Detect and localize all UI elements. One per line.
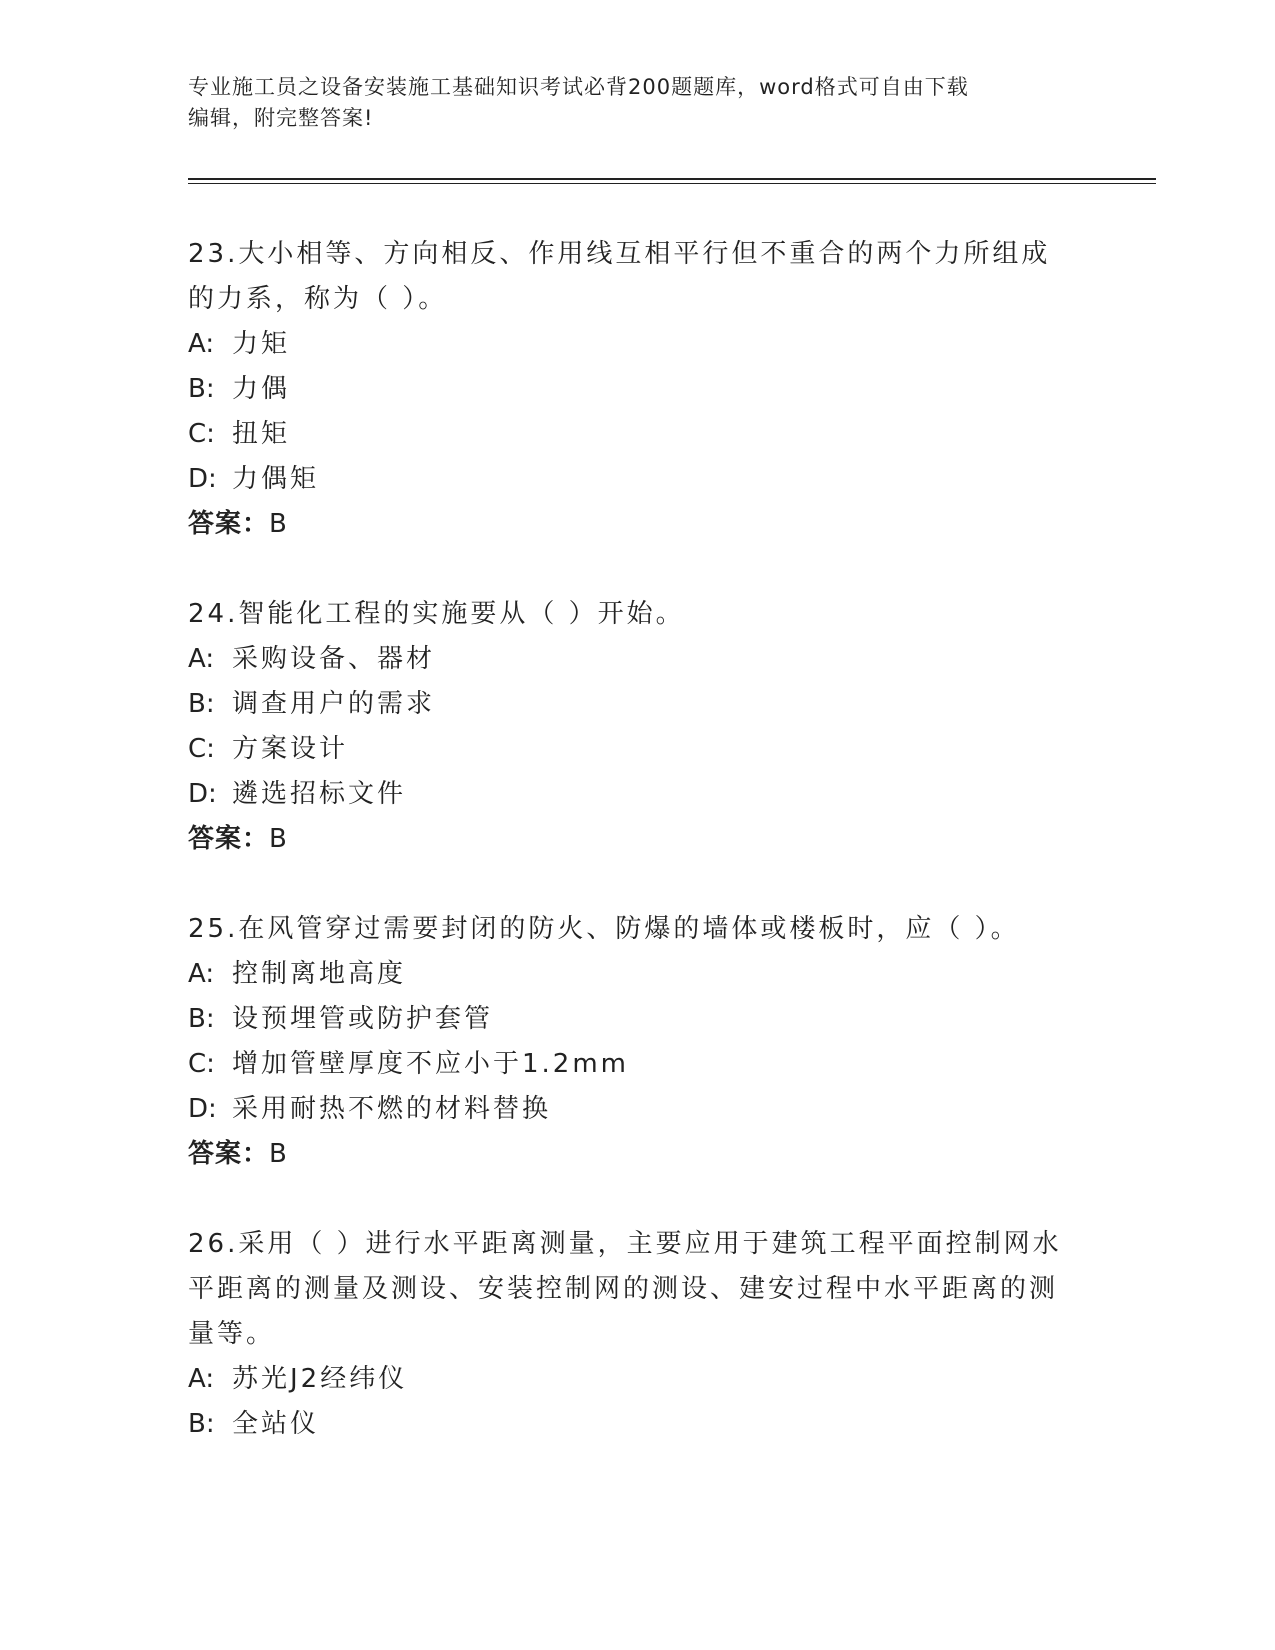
answer-line [188, 502, 1088, 547]
question-25 [188, 907, 1088, 1177]
question-23 [188, 232, 1088, 547]
answer-label: 答案： [188, 824, 270, 854]
question-text: 25.在风管穿过需要封闭的防火、防爆的墙体或楼板时，应（ ）。 [188, 914, 1020, 944]
option-text: 遴选招标文件 [232, 779, 407, 809]
option-text: 扭矩 [232, 419, 291, 449]
option-key: A: [188, 329, 215, 359]
option-key: B: [188, 1004, 215, 1034]
option-key: B: [188, 374, 215, 404]
header-rule-thin [188, 183, 1156, 184]
option-key: C: [188, 1049, 215, 1079]
answer-line [188, 1132, 1088, 1177]
option-a [188, 637, 1088, 682]
option-text: 增加管壁厚度不应小于1.2mm [232, 1049, 630, 1079]
option-text: 采购设备、器材 [232, 644, 436, 674]
option-a [188, 1357, 1088, 1402]
option-text: 调查用户的需求 [232, 689, 436, 719]
option-text: 力偶 [232, 374, 291, 404]
option-d [188, 772, 1088, 817]
option-b [188, 997, 1088, 1042]
option-key: B: [188, 689, 215, 719]
option-key: A: [188, 644, 215, 674]
option-a [188, 952, 1088, 997]
answer-value: B [269, 509, 288, 539]
question-text: 24.智能化工程的实施要从（ ）开始。 [188, 599, 685, 629]
option-a [188, 322, 1088, 367]
option-text: 苏光J2经纬仪 [232, 1364, 408, 1394]
option-c [188, 1042, 1088, 1087]
header-rule-thick [188, 178, 1156, 180]
answer-label: 答案： [188, 1139, 270, 1169]
answer-value: B [269, 824, 288, 854]
option-d [188, 457, 1088, 502]
option-key: B: [188, 1409, 215, 1439]
option-d [188, 1087, 1088, 1132]
option-b [188, 1402, 1088, 1447]
option-text: 全站仪 [232, 1409, 320, 1439]
option-text: 设预埋管或防护套管 [232, 1004, 494, 1034]
question-24 [188, 592, 1088, 862]
option-key: C: [188, 419, 215, 449]
answer-line [188, 817, 1088, 862]
option-c [188, 727, 1088, 772]
question-26 [188, 1222, 1088, 1447]
option-key: D: [188, 1094, 217, 1124]
option-key: C: [188, 734, 215, 764]
document-header [188, 72, 1088, 134]
option-key: D: [188, 779, 217, 809]
option-b [188, 367, 1088, 412]
answer-label: 答案： [188, 509, 270, 539]
question-text: 26.采用（ ）进行水平距离测量，主要应用于建筑工程平面控制网水平距离的测量及测设、安装控制网的测设、建安过程中水平距离的测量等。 [188, 1229, 1062, 1349]
header-line-1: 专业施工员之设备安装施工基础知识考试必背200题题库，word格式可自由下载 [188, 75, 969, 99]
question-text: 23.大小相等、方向相反、作用线互相平行但不重合的两个力所组成的力系，称为（ ）。 [188, 239, 1051, 314]
option-c [188, 412, 1088, 457]
option-b [188, 682, 1088, 727]
option-text: 力偶矩 [232, 464, 320, 494]
answer-value: B [269, 1139, 288, 1169]
option-key: A: [188, 1364, 215, 1394]
option-key: A: [188, 959, 215, 989]
option-text: 方案设计 [232, 734, 349, 764]
option-text: 采用耐热不燃的材料替换 [232, 1094, 552, 1124]
question-list [188, 232, 1088, 1447]
option-text: 控制离地高度 [232, 959, 407, 989]
option-key: D: [188, 464, 217, 494]
option-text: 力矩 [232, 329, 291, 359]
header-line-2: 编辑，附完整答案! [188, 106, 374, 130]
